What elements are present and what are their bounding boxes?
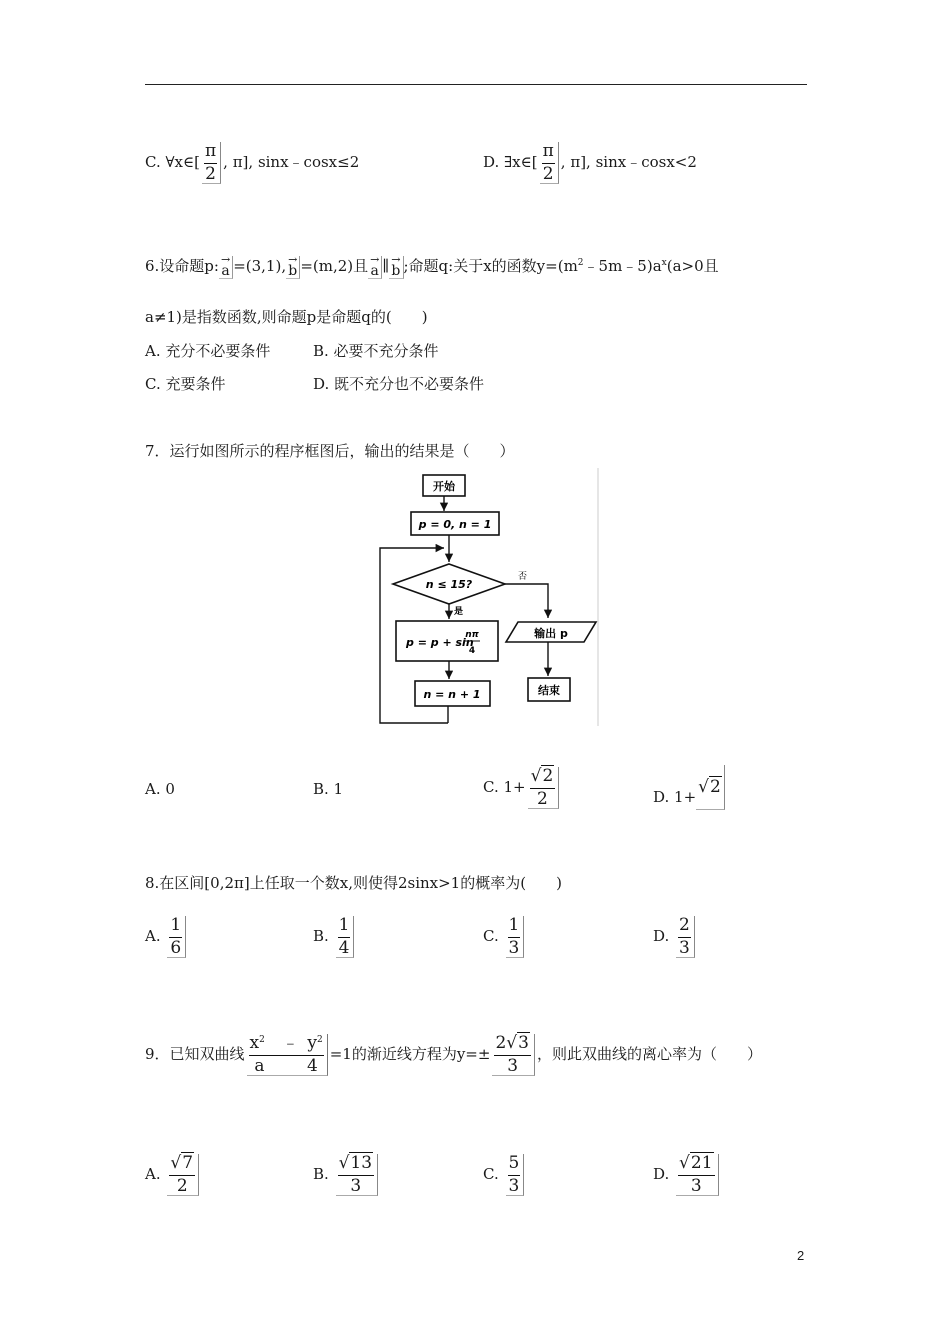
vector-b: → b <box>286 256 300 279</box>
q7-option-c: C. 1+ $\frac{√2}{2}$ <box>483 765 561 809</box>
flow-condition-label: n ≤ 15? <box>425 578 473 591</box>
q6-option-a: A. 充分不必要条件 <box>145 342 271 360</box>
program-flowchart <box>378 468 600 728</box>
q5-option-d: D. ∃x∈[ $\frac{\pi}{2}$ , π], sinx﹣cosx<2 <box>483 140 697 184</box>
q6-stem-line2: a≠1)是指数函数,则命题p是命题q的( ) <box>145 308 428 326</box>
fraction: $\frac{1}{4}$ <box>336 916 355 959</box>
fraction: $\frac{2}{3}$ <box>676 916 695 959</box>
fraction: $\frac{1}{6}$ <box>167 916 186 959</box>
flow-body-label: p = p + sin <box>406 636 474 649</box>
q9-option-c: C. $\frac{5}{3}$ <box>483 1152 526 1196</box>
q6-option-b: B. 必要不充分条件 <box>313 342 439 360</box>
fraction: $\frac{1}{3}$ <box>506 916 525 959</box>
q9-option-b: B. $\frac{√13}{3}$ <box>313 1152 380 1196</box>
asymptote-slope: $\frac{2√3}{3}$ <box>492 1034 535 1077</box>
flow-init-label: p = 0, n = 1 <box>418 518 492 531</box>
q7-option-d: D. 1+ √2 <box>653 765 725 819</box>
fraction: $\frac{\pi}{2}$ <box>540 142 559 185</box>
vector-a: → a <box>368 256 382 279</box>
flow-body-num: nπ <box>465 630 479 640</box>
flow-start-label: 开始 <box>433 480 455 493</box>
flow-yes-label: 是 <box>454 607 464 617</box>
header-rule <box>145 84 807 85</box>
flow-output-label: 输出 p <box>534 627 568 640</box>
flow-end-label: 结束 <box>538 684 560 697</box>
q8-stem: 8.在区间[0,2π]上任取一个数x,则使得2sinx>1的概率为( ) <box>145 874 562 892</box>
fraction: $\frac{√7}{2}$ <box>167 1154 199 1197</box>
hyperbola-equation: $\frac{x^2 ﹣ y^2}{a 4}$ <box>247 1034 328 1077</box>
q8-option-c: C. $\frac{1}{3}$ <box>483 914 526 958</box>
q6-option-d: D. 既不充分也不必要条件 <box>313 375 485 393</box>
q8-option-b: B. $\frac{1}{4}$ <box>313 914 356 958</box>
q7-stem: 7．运行如图所示的程序框图后，输出的结果是（ ） <box>145 442 515 460</box>
page-number: 2 <box>797 1248 805 1263</box>
q8-option-d: D. $\frac{2}{3}$ <box>653 914 697 958</box>
flow-body-den: 4 <box>468 646 476 656</box>
q6-option-c: C. 充要条件 <box>145 375 226 393</box>
flow-no-label: 否 <box>518 572 528 582</box>
q6-stem-line1: 6.设命题p: → a =(3,1), → b =(m,2)且 → a ∥ → b ;命题q:关于x的函数$y=(m^2﹣5m﹣5)a^x(a>0$且 <box>145 253 719 279</box>
vector-a: → a <box>219 256 233 279</box>
fraction: $\frac{√21}{3}$ <box>676 1154 718 1197</box>
flow-increment-label: n = n + 1 <box>423 688 481 701</box>
fraction: $\frac{5}{3}$ <box>506 1154 525 1197</box>
fraction: $\frac{√13}{3}$ <box>336 1154 378 1197</box>
q7-option-a: A. 0 <box>145 780 175 798</box>
fraction: $\frac{√2}{2}$ <box>528 767 560 810</box>
q9-option-a: A. $\frac{√7}{2}$ <box>145 1152 201 1196</box>
q9-option-d: D. $\frac{√21}{3}$ <box>653 1152 721 1196</box>
q8-option-a: A. $\frac{1}{6}$ <box>145 914 188 958</box>
q9-stem: 9．已知双曲线 $\frac{x^2 ﹣ y^2}{a 4}$ =1的渐近线方程为y=± $\frac{2√3}{3}$ ，则此双曲线的离心率为（ ） <box>145 1032 762 1076</box>
fraction: $\frac{\pi}{2}$ <box>202 142 221 185</box>
q5-option-c: C. ∀x∈[ $\frac{\pi}{2}$ , π], sinx﹣cosx≤2 <box>145 140 360 184</box>
q7-option-b: B. 1 <box>313 780 344 798</box>
vector-b: → b <box>389 256 403 279</box>
